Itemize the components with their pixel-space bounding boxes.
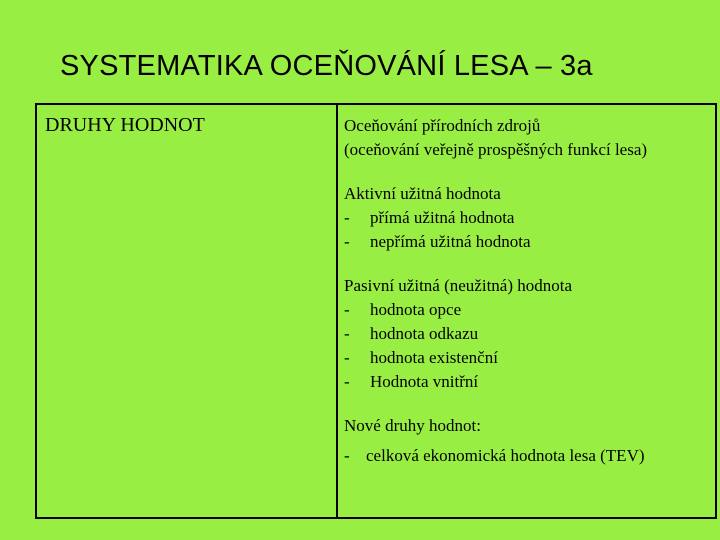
list-item: - celková ekonomická hodnota lesa (TEV) xyxy=(344,446,645,465)
list-item: - hodnota existenční xyxy=(344,348,498,367)
list-item: - hodnota opce xyxy=(344,300,462,319)
left-heading: DRUHY HODNOT xyxy=(45,114,205,136)
new-values-heading: Nové druhy hodnot: xyxy=(344,416,481,435)
value-types-table xyxy=(35,103,717,519)
page-title: SYSTEMATIKA OCEŇOVÁNÍ LESA – 3a xyxy=(60,50,593,82)
list-item: - Hodnota vnitřní xyxy=(344,372,479,391)
section-natural-resources xyxy=(344,114,714,162)
right-cell xyxy=(344,114,714,468)
column-divider xyxy=(336,105,338,517)
section-passive-value xyxy=(344,274,714,394)
active-value-heading: Aktivní užitná hodnota xyxy=(344,184,501,203)
natural-resources-subheading: (oceňování veřejně prospěšných funkcí lesa) xyxy=(344,140,648,159)
section-active-value xyxy=(344,182,714,254)
section-new-values xyxy=(344,414,714,468)
list-item: - hodnota odkazu xyxy=(344,324,479,343)
list-item: - přímá užitná hodnota xyxy=(344,208,515,227)
natural-resources-heading: Oceňování přírodních zdrojů xyxy=(344,116,541,135)
passive-value-heading: Pasivní užitná (neužitná) hodnota xyxy=(344,276,573,295)
list-item: - nepřímá užitná hodnota xyxy=(344,232,531,251)
